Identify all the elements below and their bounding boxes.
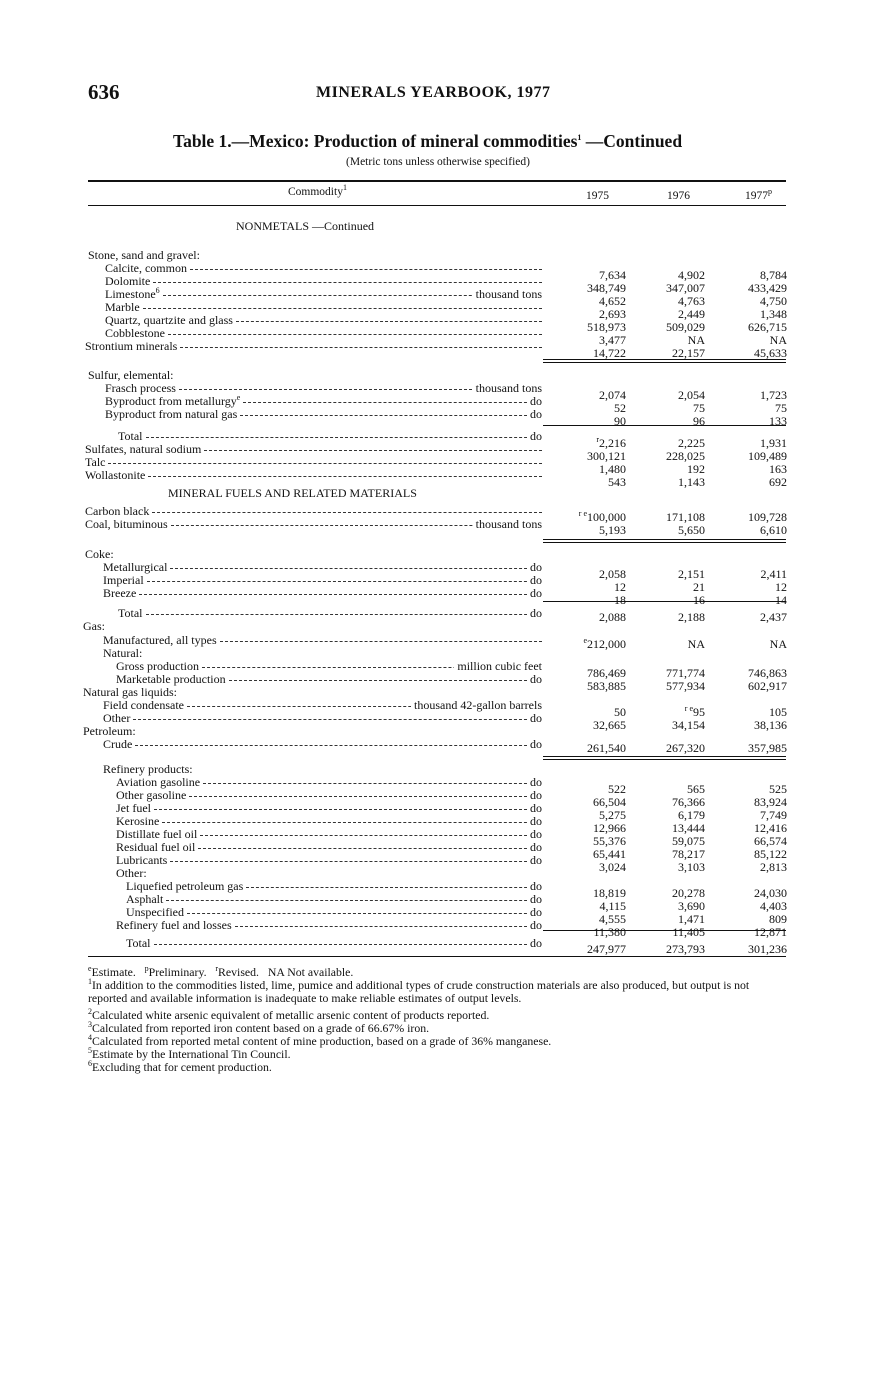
cell-1977: 809 [769,912,787,926]
cell-1977: 4,750 [760,294,787,308]
footnote [88,1061,788,1074]
dot-leader [235,926,542,927]
row-label: Cobblestone [105,326,165,340]
row-unit: do [527,919,542,932]
cell-1977: 2,437 [760,610,787,624]
row-label: Other [103,711,131,725]
row-unit: do [527,607,542,620]
cell-1977: 525 [769,782,787,796]
footnote-text: Calculated white arsenic equivalent of metallic arsenic content of products reported. [92,1008,490,1022]
footnote [88,979,788,1005]
cell-1976: $^{r e}$95 [684,704,705,719]
row-label: Total [118,606,143,620]
row-label: Field condensate [103,698,184,712]
footnote-mark: p [144,964,149,974]
col-1976: 1976 [667,190,690,202]
row-label: Asphalt [126,892,164,906]
row-label: Petroleum: [83,724,136,738]
dot-leader [220,641,542,642]
row-unit: do [527,893,542,906]
cell-1975: 348,749 [587,281,626,295]
row-label: Quartz, quartzite and glass [105,313,233,327]
dot-leader [152,512,542,513]
cell-1976: 1,471 [678,912,705,926]
cell-1977: 14 [775,593,787,607]
row-label: Other: [116,866,147,880]
top-rule [88,180,786,182]
cell-1975: 5,275 [599,808,626,822]
row-label: Natural gas liquids: [83,685,177,699]
row-label: Stone, sand and gravel: [88,248,200,262]
footnote-text: Calculated from reported iron content based on a grade of 66.67% iron. [92,1021,430,1035]
table-row [0,468,876,489]
footnote-text: Estimate. [91,965,145,979]
row-label: Total [126,936,151,950]
table-row [0,737,876,755]
cell-1977: 24,030 [754,886,787,900]
footnote-text: Estimate by the International Tin Council. [92,1047,291,1061]
col-commodity [288,183,347,198]
cell-1977: 1,723 [760,388,787,402]
cell-1977: 105 [769,705,787,719]
dot-leader [108,463,542,464]
cell-1977: 12,871 [754,925,787,939]
table-title-sup: 1 [577,133,582,143]
cell-1977: 12,416 [754,821,787,835]
cell-1975: 543 [608,475,626,489]
row-label: Frasch process [105,381,176,395]
cell-1976: 5,650 [678,523,705,537]
row-label: Dolomite [105,274,151,288]
row-label: Wollastonite [85,468,146,482]
rule [543,601,786,602]
cell-sup: r e [684,704,693,713]
cell-1976: 2,188 [678,610,705,624]
footnote-mark: 6 [88,1059,92,1069]
row-unit: do [527,880,542,893]
footnote-mark: 3 [88,1020,92,1030]
row-unit: do [527,789,542,802]
footnote-text: NA Not available. [267,965,354,979]
col-commodity-label: Commodity [288,186,343,198]
row-label: Limestone$^6$ [105,286,160,301]
cell-1975: 3,024 [599,860,626,874]
dot-leader [154,944,542,945]
cell-1977: 38,136 [754,718,787,732]
dot-leader [198,848,542,849]
cell-1976: 3,690 [678,899,705,913]
footnote-text: Excluding that for cement production. [92,1060,272,1074]
row-label: Gas: [83,619,105,633]
rule [543,930,786,931]
row-label-sup: e [236,393,241,402]
cell-1976: 273,793 [666,942,705,956]
cell-1975: 2,058 [599,567,626,581]
cell-1975: 583,885 [587,679,626,693]
cell-1976: 75 [693,401,705,415]
footnote-mark: 2 [88,1007,92,1017]
row-unit: thousand 42-gallon barrels [411,699,542,712]
cell-1976: 6,179 [678,808,705,822]
running-head: MINERALS YEARBOOK, 1977 [316,84,551,101]
cell-1976: 59,075 [672,834,705,848]
row-label: Gross production [116,659,199,673]
cell-1977: 301,236 [748,942,787,956]
row-label: Carbon black [85,504,150,518]
cell-1975: 55,376 [593,834,626,848]
row-unit: thousand tons [473,518,542,531]
dot-leader [143,308,542,309]
row-unit: do [527,408,542,421]
cell-1975: 18,819 [593,886,626,900]
dot-leader [170,861,542,862]
row-label: Byproduct from metallurgy$^e$ [105,393,241,408]
row-unit: do [527,574,542,587]
row-unit: do [527,815,542,828]
row-label: Refinery products: [103,762,193,776]
cell-1975: 522 [608,782,626,796]
table-row [0,606,876,624]
cell-1976: 192 [687,462,705,476]
row-label: Talc [85,455,106,469]
footnote-mark: 5 [88,1046,92,1056]
cell-1976: 267,320 [666,741,705,755]
rule [543,756,786,757]
footnote-text: In addition to the commodities listed, lime, pumice and additional types of crude construction materials are also produced, but output is not reported and available information is inadequate to make reliable estimates of output levels. [88,978,750,1005]
row-unit: do [527,430,542,443]
cell-1977: 109,728 [748,510,787,524]
table-title-text: Table 1.—Mexico: Production of mineral commodities [173,131,578,151]
dot-leader [162,822,542,823]
cell-sup: r [596,435,599,444]
cell-1975: 4,115 [599,899,626,913]
dot-leader [146,437,542,438]
cell-1975: 14,722 [593,346,626,360]
section-fuels: MINERAL FUELS AND RELATED MATERIALS [168,486,417,500]
cell-1976: 1,143 [678,475,705,489]
cell-1975: 66,504 [593,795,626,809]
row-label: Other gasoline [116,788,187,802]
row-unit: do [527,906,542,919]
row-label: Liquefied petroleum gas [126,879,244,893]
cell-1975: 1,480 [599,462,626,476]
rule [543,425,786,426]
row-unit: thousand tons [473,288,542,301]
cell-1976: 21 [693,580,705,594]
row-label: Strontium minerals [85,339,178,353]
dot-leader [204,450,542,451]
dot-leader [200,835,542,836]
header-rule [88,205,786,206]
row-unit: do [527,561,542,574]
cell-1977: 4,403 [760,899,787,913]
dot-leader [170,568,542,569]
cell-1976: 509,029 [666,320,705,334]
row-label-sup: 6 [155,286,160,295]
table-row [0,936,876,956]
cell-1977: 85,122 [754,847,787,861]
dot-leader [236,321,542,322]
footnote-text: Calculated from reported metal content of mine production, based on a grade of 36% manganese. [92,1034,552,1048]
dot-leader [240,415,542,416]
dot-leader [180,347,542,348]
cell-1975: 2,693 [599,307,626,321]
cell-1975: 7,634 [599,268,626,282]
cell-1976: 2,054 [678,388,705,402]
row-unit: do [527,738,542,751]
cell-1975: 786,469 [587,666,626,680]
cell-1977: 6,610 [760,523,787,537]
dot-leader [168,334,542,335]
row-unit: do [527,776,542,789]
row-unit: do [527,841,542,854]
cell-1976: 11,405 [672,925,705,939]
dot-leader [153,282,542,283]
table-title-suffix: —Continued [581,131,683,151]
row-label: Sulfur, elemental: [88,368,174,382]
col-1975: 1975 [586,190,609,202]
cell-1977: 83,924 [754,795,787,809]
dot-leader [135,745,542,746]
row-label: Breeze [103,586,137,600]
row-label: Marketable production [116,672,226,686]
cell-1975: 12,966 [593,821,626,835]
row-label: Refinery fuel and losses [116,918,232,932]
dot-leader [243,402,542,403]
dot-leader [203,783,542,784]
row-label: Unspecified [126,905,184,919]
cell-1977: 12 [775,580,787,594]
dot-leader [229,680,542,681]
cell-1975: 11,380 [593,925,626,939]
row-label: Marble [105,300,140,314]
rule [543,542,786,543]
cell-1975: 4,555 [599,912,626,926]
cell-1977: NA [769,333,787,347]
cell-1977: 45,633 [754,346,787,360]
cell-1976: 96 [693,414,705,428]
cell-1977: 8,784 [760,268,787,282]
cell-1977: 163 [769,462,787,476]
cell-1976: 2,449 [678,307,705,321]
footnote-mark: e [88,964,92,974]
cell-1977: 2,411 [760,567,787,581]
dot-leader [187,913,542,914]
cell-1977: NA [769,637,787,651]
cell-1976: 4,902 [678,268,705,282]
row-label: Jet fuel [116,801,151,815]
cell-1976: 22,157 [672,346,705,360]
cell-1976: 565 [687,782,705,796]
cell-1975: 90 [614,414,626,428]
col-1977-label: 1977 [745,190,768,202]
cell-1977: 626,715 [748,320,787,334]
cell-1977: 602,917 [748,679,787,693]
row-label: Imperial [103,573,144,587]
row-label: Distillate fuel oil [116,827,198,841]
table-row [0,407,876,428]
rule [543,539,786,540]
row-label: Aviation gasoline [116,775,201,789]
footnote-text: Preliminary. [148,965,216,979]
table-row [0,586,876,607]
dot-leader [147,581,542,582]
table-subtitle: (Metric tons unless otherwise specified) [346,156,530,168]
row-label: Crude [103,737,133,751]
cell-1975: $^r$2,216 [596,435,626,450]
cell-1976: 16 [693,593,705,607]
row-unit: do [527,802,542,815]
cell-1975: 3,477 [599,333,626,347]
cell-1976: 34,154 [672,718,705,732]
cell-1975: 32,665 [593,718,626,732]
cell-1975: 2,074 [599,388,626,402]
dot-leader [154,809,542,810]
col-commodity-sup: 1 [342,183,347,193]
cell-1975: 12 [614,580,626,594]
footnote-mark: 1 [88,977,92,987]
cell-1975: 2,088 [599,610,626,624]
cell-1977: 433,429 [748,281,787,295]
cell-1976: 13,444 [672,821,705,835]
table-row [0,339,876,360]
cell-1976: 228,025 [666,449,705,463]
dot-leader [148,476,542,477]
cell-1975: 52 [614,401,626,415]
dot-leader [146,614,542,615]
dot-leader [139,594,542,595]
row-label: Kerosine [116,814,160,828]
cell-1976: 2,225 [678,436,705,450]
cell-1976: 76,366 [672,795,705,809]
row-label: Byproduct from natural gas [105,407,238,421]
cell-1975: 65,441 [593,847,626,861]
row-label: Lubricants [116,853,168,867]
row-unit: do [527,673,542,686]
col-1977-sup: p [768,187,772,197]
cell-1977: 357,985 [748,741,787,755]
cell-1977: 1,348 [760,307,787,321]
cell-1976: 3,103 [678,860,705,874]
rule [543,362,786,363]
cell-1975: 5,193 [599,523,626,537]
row-unit: do [527,395,542,408]
table-row [0,620,876,633]
page-number: 636 [88,80,120,104]
dot-leader [246,887,542,888]
row-label: Residual fuel oil [116,840,196,854]
row-unit: do [527,854,542,867]
dot-leader [189,796,542,797]
cell-1977: 1,931 [760,436,787,450]
cell-1976: 347,007 [666,281,705,295]
dot-leader [133,719,542,720]
cell-1977: 75 [775,401,787,415]
cell-1975: 50 [614,705,626,719]
cell-1977: 7,749 [760,808,787,822]
cell-sup: r e [578,509,587,518]
cell-sup: e [583,636,587,645]
cell-1975: $^{r e}$100,000 [578,509,626,524]
cell-1975: $^e$212,000 [583,636,626,651]
footnote-mark: r [215,964,219,974]
row-unit: do [527,937,542,950]
row-unit: thousand tons [473,382,542,395]
cell-1976: 4,763 [678,294,705,308]
cell-1975: 18 [614,593,626,607]
row-label: Coal, bituminous [85,517,168,531]
row-label: Sulfates, natural sodium [85,442,202,456]
cell-1975: 247,977 [587,942,626,956]
col-1977 [745,187,772,202]
footnote-text: Revised. [218,965,268,979]
row-label: Manufactured, all types [103,633,217,647]
row-label: Metallurgical [103,560,168,574]
cell-1976: 171,108 [666,510,705,524]
cell-1976: NA [687,637,705,651]
cell-1977: 2,813 [760,860,787,874]
table-title [173,131,682,152]
dot-leader [166,900,542,901]
row-unit: million cubic feet [454,660,542,673]
row-unit: do [527,828,542,841]
cell-1976: 771,774 [666,666,705,680]
cell-1975: 518,973 [587,320,626,334]
cell-1977: 133 [769,414,787,428]
cell-1976: 20,278 [672,886,705,900]
cell-1977: 66,574 [754,834,787,848]
cell-1975: 300,121 [587,449,626,463]
cell-1977: 692 [769,475,787,489]
row-label: Calcite, common [105,261,187,275]
footnote-mark: 4 [88,1033,92,1043]
bottom-rule [88,956,786,957]
row-unit: do [527,587,542,600]
cell-1977: 109,489 [748,449,787,463]
cell-1976: 2,151 [678,567,705,581]
cell-1975: 4,652 [599,294,626,308]
rule [543,759,786,760]
cell-1976: 577,934 [666,679,705,693]
row-unit: do [527,712,542,725]
row-label: Coke: [85,547,114,561]
rule [543,359,786,360]
dot-leader [190,269,542,270]
cell-1976: 78,217 [672,847,705,861]
row-label: Natural: [103,646,143,660]
row-label: Total [118,429,143,443]
section-nonmetals: NONMETALS —Continued [236,219,375,233]
cell-1977: 746,863 [748,666,787,680]
cell-1975: 261,540 [587,741,626,755]
cell-1976: NA [687,333,705,347]
